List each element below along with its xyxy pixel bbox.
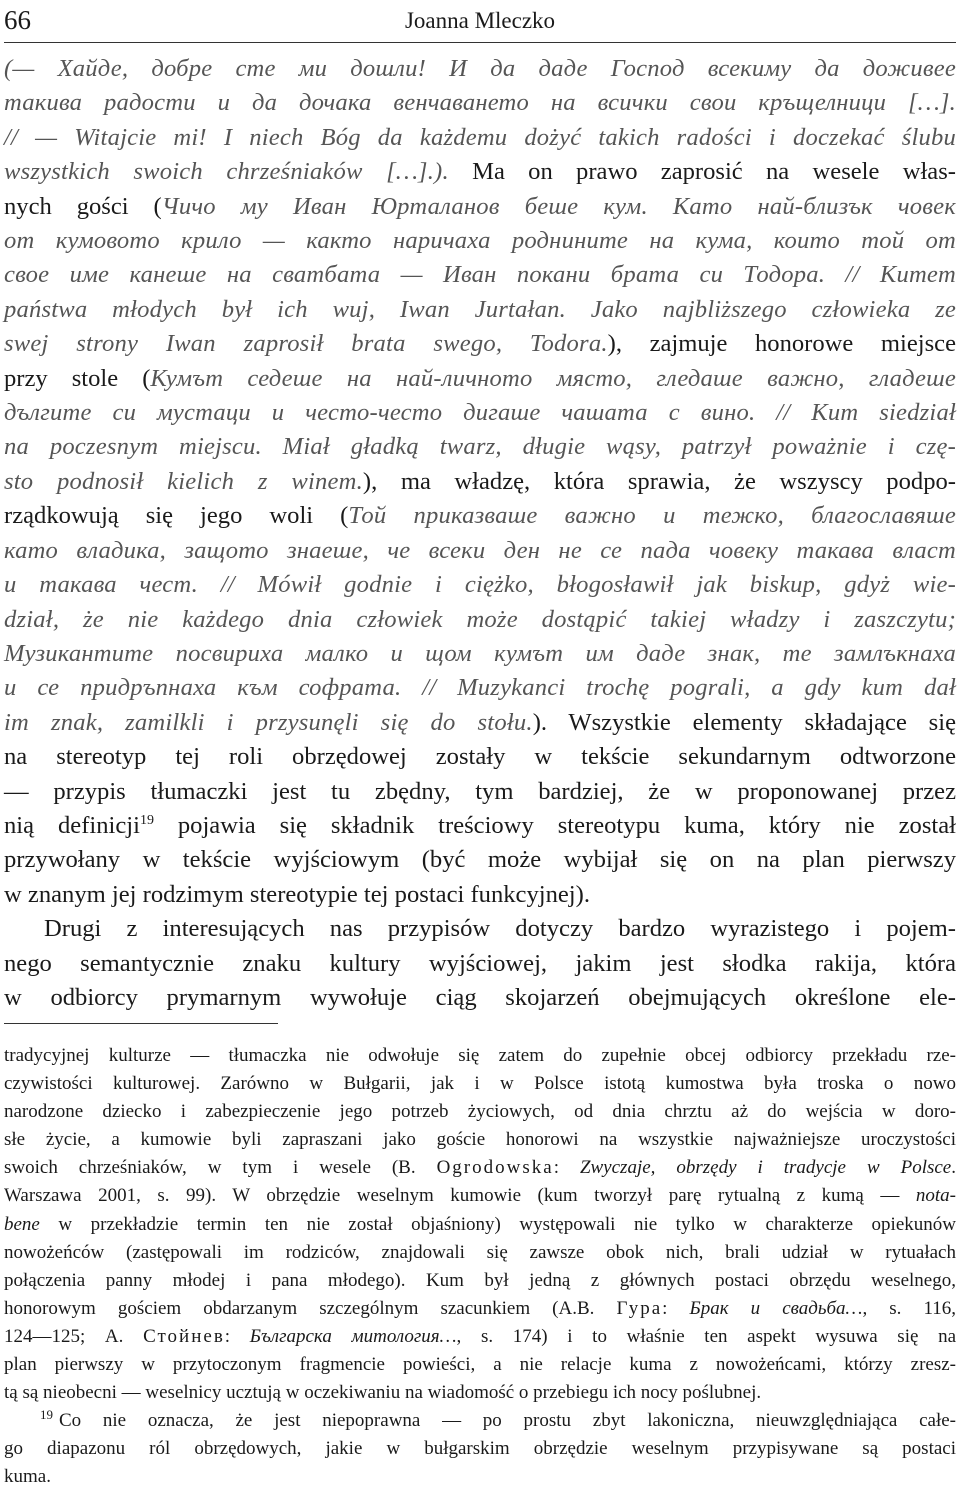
text-line: дългите си мустаци и често-често дигаше чашата с вино. // Kum siedział <box>4 399 956 427</box>
text-line: nią definicji$^{19}$ pojawia się składnik treściowy stereotypu kuma, który nie został <box>4 811 956 839</box>
footnote-line: nowożeńców (zastępowali im rodziców, znajdowali się zawsze obok nich, brali udział w rytuałach <box>4 1241 956 1263</box>
footnote-number: 19 <box>40 1406 53 1422</box>
text-line: swej strony Iwan zaprosił brata swego, Todora.), zajmuje honorowe miejsce <box>4 330 957 358</box>
footnote-line: honorowym gościem obdarzanym szczególnym szacunkiem (А.В. Гура: Брак и свадьба…, s. 116, <box>4 1297 957 1319</box>
page-number: 66 <box>4 5 31 35</box>
text-line: na stereotyp tej roli obrzędowej zostały w tekście sekundarnym odtworzone <box>4 743 956 771</box>
footnote-line: bene w przekładzie termin ten nie został objaśniony) występowali nie tylko w charakterze opiekunów <box>4 1213 956 1235</box>
footnote-rule <box>4 1023 278 1024</box>
text-line: wszystkich swoich chrześniaków […].). Ma on prawo zaprosić na wesele włas- <box>4 158 956 186</box>
footnote-line: plan pierwszy w przytoczonym fragmencie powieści, a nie relacje kuma z nowożeńcami, którzy zresz- <box>4 1354 956 1376</box>
text-line: przywołany w tekście wyjściowym (być może wybijał się on na plan pierwszy <box>4 846 956 874</box>
footnote-line: Warszawa 2001, s. 99). W obrzędzie weselnym kumowie (kum tworzył parę rytualną z kumą — nota- <box>4 1185 956 1207</box>
footnote-line: narodzone dziecko i zabezpieczenie jego potrzeb życiowych, od dnia chrztu aż do wejścia w doro- <box>4 1101 956 1123</box>
text-line: (— Хайде, добре сте ми дошли! И да даде Господ всекиму да доживее <box>4 55 956 82</box>
text-line: и се придръпнаха към софрата. // Muzykanci trochę pograli, a gdy kum dał <box>4 674 956 702</box>
footnote-line: $^{19}$ Co nie oznacza, że jest niepoprawna — po prostu zbyt lakoniczna, nieuwzględniająca całe- <box>4 1407 956 1435</box>
text-line: w odbiorcy prymarnym wywołuje ciąg skojarzeń obejmujących określone ele- <box>4 983 956 1011</box>
footnote-line: czywistości kulturowej. Zarówno w Bułgarii, jak i w Polsce istotą kumostwa była troska o nowo <box>4 1073 956 1095</box>
text-line: и такава чест. // Mówił godnie i ciężko, błogosławił jak biskup, gdyż wie- <box>4 571 956 599</box>
text-line: такива радости и да дочака венчаването на всички свои кръщелници […]. <box>4 89 956 117</box>
footnotes <box>4 1042 956 1492</box>
text-line: przy stole (Кумът седеше на най-личното място, гледаше важно, гладеше <box>4 364 957 392</box>
footnote-ref: 19 <box>139 812 154 828</box>
footnote-line: kuma. <box>4 1466 51 1488</box>
header-rule <box>4 42 956 43</box>
text-line: dział, że nie każdego dnia człowiek może dostąpić takiej władzy i zaszczytu; <box>4 605 956 633</box>
text-line: свое име канеше на сватбата — Иван покани брата си Тодора. // Kumem <box>4 261 956 289</box>
text-line: nych gości (Чичо му Иван Юрталанов беше кум. Като най-близък човек <box>4 192 956 220</box>
text-line: na poczesnym miejscu. Miał gładką twarz, długie wąsy, patrzył poważnie i czę- <box>4 433 956 461</box>
text-line: // — Witajcie mi! I niech Bóg da każdemu dożyć takich radości i doczekać ślubu <box>4 123 956 151</box>
footnote-line: tą są nieobecni — weselnicy ucztują w oczekiwaniu na wiadomość o przebiegu ich nocy poślubnej. <box>4 1382 762 1404</box>
text-line: rządkowują się jego woli (Той приказваше важно и тежко, благославяше <box>4 502 957 530</box>
text-line: Drugi z interesujących nas przypisów dotyczy bardzo wyrazistego i pojem- <box>44 915 956 943</box>
footnote-line: go diapazonu ról obrzędowych, jakie w bułgarskim obrzędzie weselnym przypisywane są postaci <box>4 1438 956 1460</box>
footnote-line: słe życie, a kumowie byli zapraszani jako goście honorowi na wszystkie najważniejsze uroczystości <box>4 1129 956 1151</box>
footnote-line: swoich chrześniaków, w tym i wesele (B. Ogrodowska: Zwyczaje, obrzędy i tradycje w Polsce. <box>4 1157 956 1179</box>
text-line: sto podnosił kielich z winem.), ma władzę, która sprawia, że wszyscy podpo- <box>4 467 956 495</box>
text-line: w znanym jej rodzimym stereotypie tej postaci funkcyjnej). <box>4 880 590 908</box>
text-line: państwa młodych był ich wuj, Iwan Jurtałan. Jako najbliższego człowieka ze <box>4 295 956 323</box>
text-line: Музикантите посвириха малко и щом кумът им даде знак, те замлъкнаха <box>4 639 956 667</box>
footnote-line: tradycyjnej kulturze — tłumaczka nie odwołuje się zatem do zupełnie obcej odbiorcy przekładu rze- <box>4 1045 956 1066</box>
body-text <box>4 52 956 1015</box>
page-header <box>4 2 956 42</box>
footnote-line: 124—125; А. Стойнев: Българска митология…, s. 174) i to właśnie ten aspekt wysuwa się na <box>4 1325 956 1347</box>
text-line: като владика, защото знаеше, че всеки ден не се пада човеку такава власт <box>4 536 956 564</box>
text-line: — przypis tłumaczki jest tu zbędny, tym bardziej, że w proponowanej przez <box>4 777 956 805</box>
footnote-line: połączenia panny młodej i pana młodego). Kum był jedną z głównych postaci obrzędu weselnego, <box>4 1269 956 1291</box>
text-line: im znak, zamilkli i przysunęli się do stołu.). Wszystkie elementy składające się <box>4 708 956 736</box>
running-head: Joanna Mleczko <box>404 8 556 33</box>
text-line: nego semantycznie znaku kultury wyjściowej, jakim jest słodka rakija, która <box>4 949 956 977</box>
text-line: от кумовото крило — както наричаха роднините на кума, които той от <box>4 227 956 255</box>
